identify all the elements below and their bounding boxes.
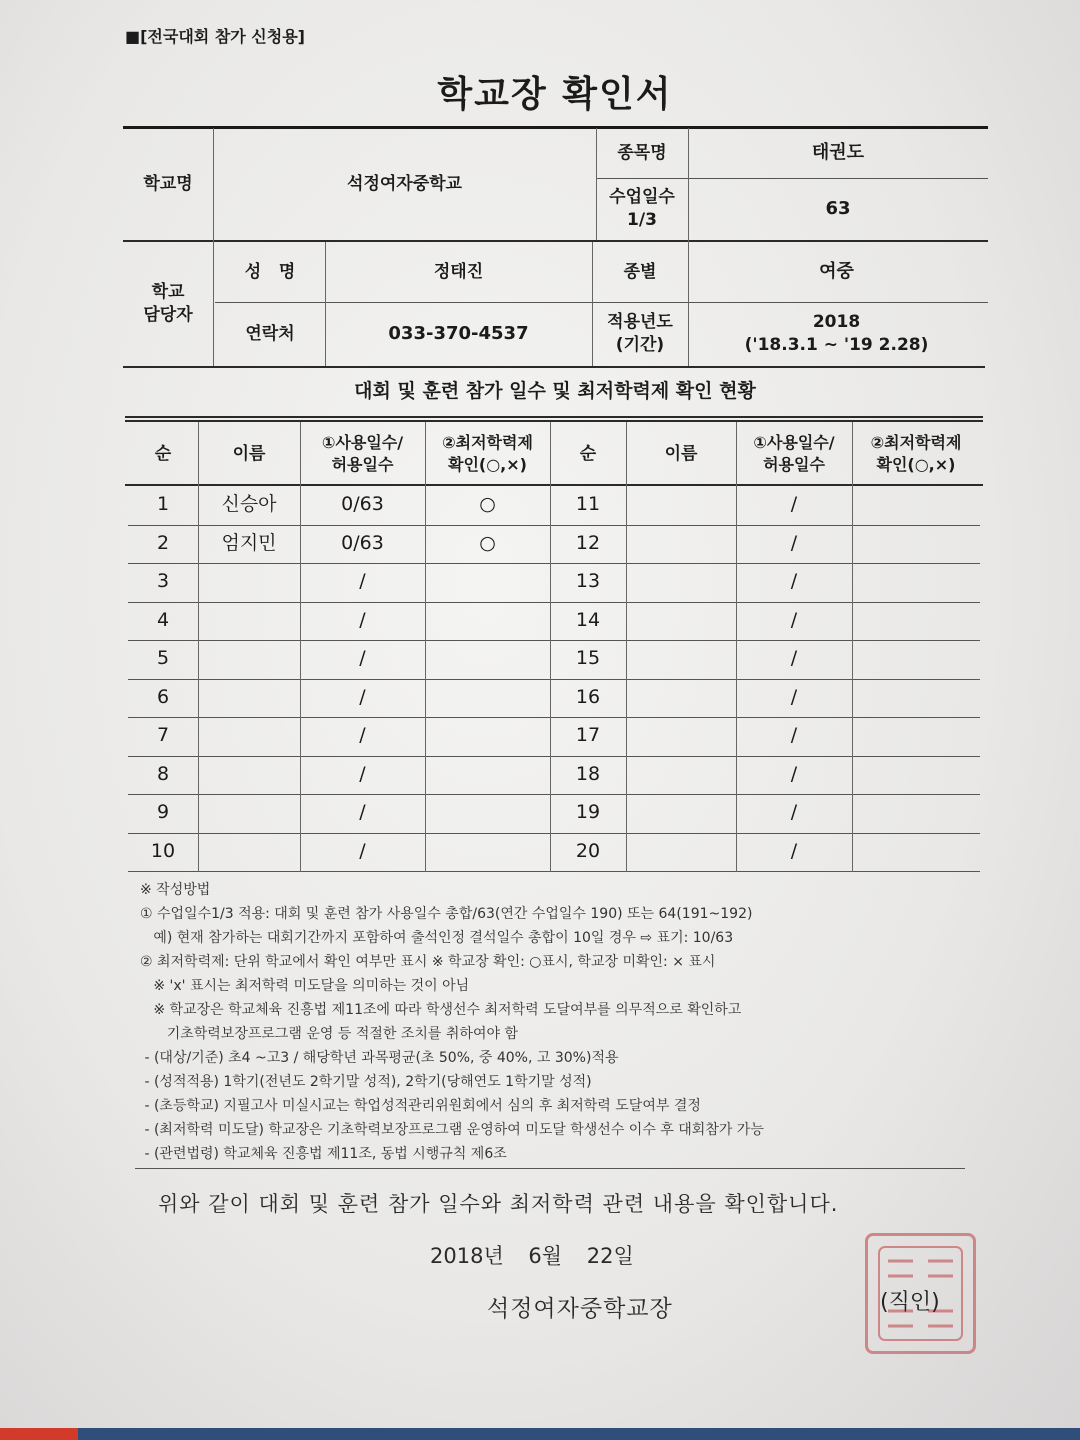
table-cell-days: /	[359, 839, 366, 862]
document-title: 학교장 확인서	[437, 74, 673, 115]
table-cell-check	[425, 640, 550, 679]
table-cell-days: /	[790, 647, 798, 670]
table-cell-check	[425, 794, 550, 833]
type-value: 여중	[819, 260, 854, 282]
table-cell-days: /	[790, 685, 798, 708]
col-name-right: 이름	[664, 443, 698, 464]
school-value: 석정여자중학교	[347, 173, 462, 194]
table-cell-name	[626, 640, 736, 679]
col-days-right: ①사용일수/ 허용일수	[753, 433, 835, 474]
table-cell-name	[198, 679, 300, 718]
table-cell-num: 11	[575, 493, 601, 516]
table-cell-days: /	[790, 762, 798, 785]
year-value: 2018 ('18.3.1 ~ '19 2.28)	[744, 312, 929, 355]
table-cell-days: /	[359, 724, 366, 747]
col-check-right: ②최저학력제 확인(○,×)	[870, 433, 962, 474]
note-line: 예) 현재 참가하는 대회기간까지 포함하여 출석인정 결석일수 총합이 10일 경우 ⇨ 표기: 10/63	[140, 930, 734, 946]
table-cell-days: /	[790, 839, 798, 862]
table-cell-name	[198, 602, 300, 641]
table-column-line	[626, 422, 627, 872]
table-cell-check	[425, 563, 550, 602]
name-label: 성 명	[244, 261, 296, 282]
col-days-left: ①사용일수/ 허용일수	[321, 433, 404, 474]
table-cell-name	[626, 717, 736, 756]
table-cell-num: 12	[575, 531, 601, 554]
writing-instructions	[140, 878, 980, 1166]
note-line: - (대상/기준) 초4 ~고3 / 해당학년 과목평균(초 50%, 중 40%, 고 30%)적용	[140, 1050, 619, 1066]
table-cell-num: 8	[156, 762, 170, 785]
table-cell-num: 13	[575, 570, 601, 593]
table-cell-name: 신승아	[221, 493, 277, 516]
table-cell-check: ○	[479, 531, 496, 554]
contact-value: 033-370-4537	[388, 322, 529, 344]
table-cell-check	[425, 833, 550, 872]
table-column-line	[852, 422, 853, 872]
table-cell-name	[198, 756, 300, 795]
table-cell-days: /	[790, 570, 798, 593]
col-num-left: 순	[154, 443, 172, 464]
school-label: 학교명	[143, 173, 193, 194]
table-cell-num: 6	[156, 685, 170, 708]
note-line: 기초학력보장프로그램 운영 등 적절한 조치를 취하여야 함	[140, 1026, 518, 1042]
table-cell-check	[852, 486, 980, 525]
table-cell-days: /	[359, 647, 366, 670]
table-cell-num: 10	[150, 839, 176, 862]
table-column-line	[550, 422, 551, 872]
table-cell-num: 4	[156, 608, 170, 631]
note-line: - (최저학력 미도달) 학교장은 기초학력보장프로그램 운영하여 미도달 학생선수 이수 후 대회참가 가능	[140, 1122, 764, 1138]
table-cell-name	[626, 756, 736, 795]
event-value: 태권도	[811, 141, 865, 163]
table-cell-num: 17	[575, 724, 601, 747]
col-check-left: ②최저학력제 확인(○,×)	[442, 433, 533, 474]
table-cell-num: 20	[575, 839, 601, 862]
table-cell-check	[852, 602, 980, 641]
table-cell-name	[626, 602, 736, 641]
table-cell-check: ○	[479, 493, 496, 516]
confirmation-statement: 위와 같이 대회 및 훈련 참가 일수와 최저학력 관련 내용을 확인합니다.	[158, 1192, 839, 1216]
table-cell-check	[852, 640, 980, 679]
table-column-line	[198, 422, 199, 872]
table-cell-name	[198, 717, 300, 756]
table-cell-num: 5	[156, 647, 170, 670]
table-cell-num: 1	[156, 493, 170, 516]
table-cell-name	[626, 794, 736, 833]
principal-signature: 석정여자중학교장	[487, 1296, 673, 1322]
notes-bottom-line	[135, 1168, 965, 1169]
staff-label: 학교 담당자	[143, 282, 193, 325]
table-cell-days: /	[790, 801, 798, 824]
section-title: 대회 및 훈련 참가 일수 및 최저학력제 확인 현황	[354, 380, 756, 403]
table-cell-days: 0/63	[341, 531, 384, 554]
note-line: ① 수업일수1/3 적용: 대회 및 훈련 참가 사용일수 총합/63(연간 수업일수 190) 또는 64(191~192)	[140, 906, 753, 922]
year-label: 적용년도 (기간)	[607, 312, 673, 355]
note-line: ※ 학교장은 학교체육 진흥법 제11조에 따라 학생선수 최저학력 도달여부를 의무적으로 확인하고	[140, 1002, 742, 1018]
table-cell-num: 3	[156, 570, 170, 593]
note-line: - (초등학교) 지필고사 미실시교는 학업성적관리위원회에서 심의 후 최저학력 도달여부 결정	[140, 1098, 701, 1114]
table-cell-num: 19	[575, 801, 601, 824]
table-cell-check	[425, 756, 550, 795]
table-cell-num: 2	[156, 531, 170, 554]
table-cell-name: 엄지민	[221, 531, 277, 554]
table-cell-name	[626, 833, 736, 872]
table-cell-days: /	[790, 608, 798, 631]
table-cell-days: 0/63	[341, 493, 384, 516]
table-cell-check	[852, 756, 980, 795]
table-cell-days: /	[359, 685, 366, 708]
table-cell-days: /	[359, 570, 366, 593]
table-cell-check	[425, 717, 550, 756]
col-name-left: 이름	[232, 443, 266, 464]
form-code: ■[전국대회 참가 신청용]	[125, 27, 305, 46]
table-cell-num: 9	[156, 801, 170, 824]
col-num-right: 순	[579, 443, 597, 464]
table-cell-name	[626, 679, 736, 718]
table-cell-days: /	[359, 801, 366, 824]
note-line: ※ 작성방법	[140, 882, 211, 898]
table-column-line	[300, 422, 301, 872]
taskbar	[0, 1428, 1080, 1440]
table-cell-check	[852, 679, 980, 718]
table-cell-days: /	[790, 493, 798, 516]
table-cell-check	[425, 602, 550, 641]
table-cell-num: 15	[575, 647, 601, 670]
seal-label: (직인)	[880, 1290, 940, 1315]
table-cell-check	[852, 525, 980, 564]
type-label: 종별	[623, 261, 657, 282]
table-column-line	[736, 422, 737, 872]
days-value: 63	[825, 197, 851, 219]
note-line: ② 최저학력제: 단위 학교에서 확인 여부만 표시 ※ 학교장 확인: ○표시, 학교장 미확인: × 표시	[140, 954, 716, 970]
table-cell-days: /	[359, 762, 366, 785]
table-cell-check	[852, 563, 980, 602]
note-line: ※ 'x' 표시는 최저학력 미도달을 의미하는 것이 아님	[140, 978, 470, 994]
table-cell-name	[198, 563, 300, 602]
days-label: 수업일수 1/3	[609, 187, 675, 230]
table-cell-num: 14	[575, 608, 601, 631]
table-cell-name	[198, 640, 300, 679]
section-line	[125, 416, 983, 418]
event-label: 종목명	[617, 142, 667, 163]
table-cell-name	[626, 563, 736, 602]
table-cell-name	[626, 525, 736, 564]
table-cell-check	[852, 833, 980, 872]
table-cell-num: 16	[575, 685, 601, 708]
header-line	[123, 366, 985, 368]
issue-date: 2018년 6월 22일	[430, 1244, 634, 1268]
table-cell-days: /	[790, 724, 798, 747]
note-line: - (관련법령) 학교체육 진흥법 제11조, 동법 시행규칙 제6조	[140, 1146, 507, 1162]
table-cell-check	[425, 679, 550, 718]
table-cell-num: 7	[156, 724, 170, 747]
table-cell-name	[198, 794, 300, 833]
table-cell-check	[852, 717, 980, 756]
table-cell-num: 18	[575, 762, 601, 785]
taskbar-start[interactable]	[0, 1428, 78, 1440]
table-column-line	[425, 422, 426, 872]
table-cell-days: /	[790, 531, 798, 554]
table-cell-name	[198, 833, 300, 872]
note-line: - (성적적용) 1학기(전년도 2학기말 성적), 2학기(당해연도 1학기말 성적)	[140, 1074, 592, 1090]
table-cell-name	[626, 486, 736, 525]
contact-label: 연락처	[245, 323, 295, 344]
name-value: 정태진	[433, 261, 484, 282]
table-cell-days: /	[359, 608, 366, 631]
table-cell-check	[852, 794, 980, 833]
section-line	[125, 420, 983, 422]
